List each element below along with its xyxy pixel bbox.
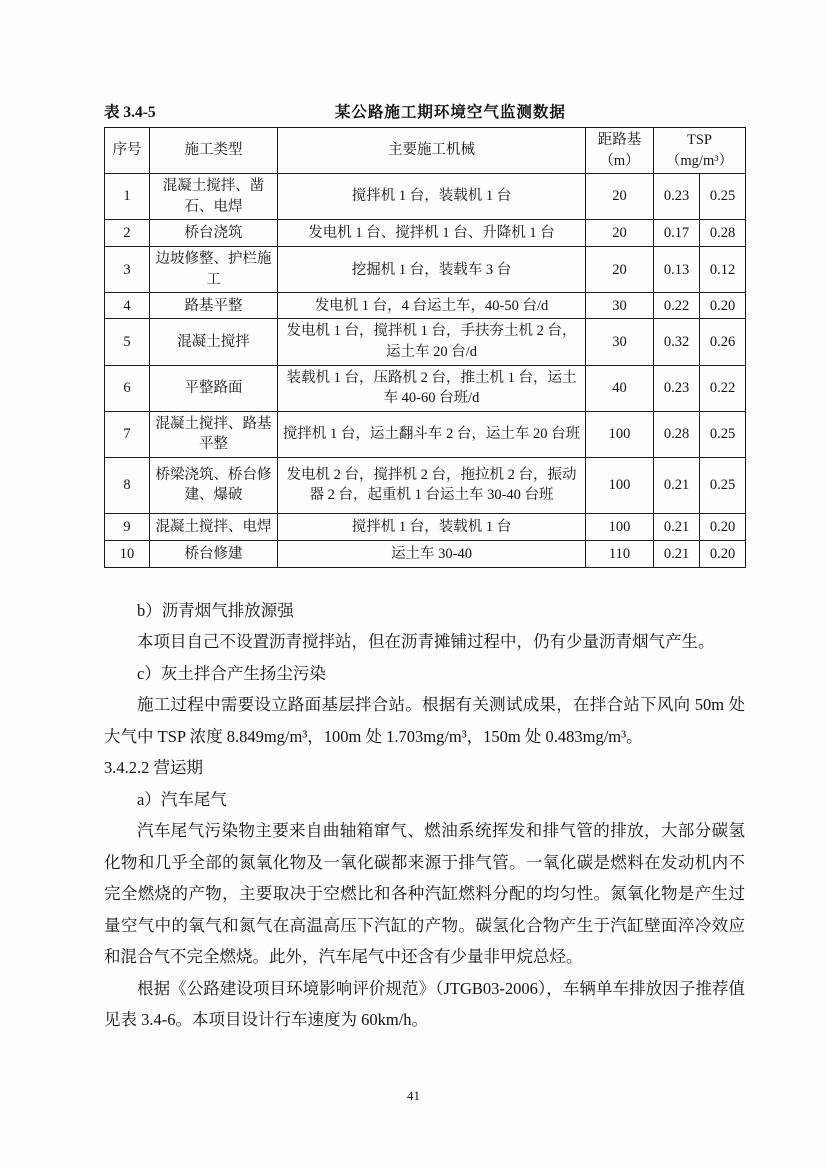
- cell-tsp2: 0.25: [700, 411, 746, 457]
- cell-type: 桥台浇筑: [150, 220, 278, 247]
- cell-serial: 3: [105, 247, 150, 293]
- header-distance: [586, 128, 654, 174]
- table-title: 某公路施工期环境空气监测数据: [334, 104, 566, 121]
- cell-tsp2: 0.26: [700, 319, 746, 365]
- cell-distance: 100: [586, 513, 654, 540]
- paragraph-a-heading: a）汽车尾气: [137, 789, 227, 809]
- cell-distance: 20: [586, 174, 654, 220]
- table-row: [105, 247, 746, 293]
- cell-tsp2: 0.12: [700, 247, 746, 293]
- header-tsp: [654, 128, 746, 174]
- cell-machinery: 搅拌机 1 台，装载机 1 台: [278, 513, 586, 540]
- paragraph-c-heading: c）灰土拌合产生扬尘污染: [137, 663, 326, 683]
- cell-type: 平整路面: [150, 365, 278, 411]
- cell-type: 路基平整: [150, 293, 278, 319]
- cell-tsp1: 0.21: [654, 540, 700, 567]
- cell-tsp1: 0.21: [654, 513, 700, 540]
- cell-tsp1: 0.28: [654, 411, 700, 457]
- header-machinery: 主要施工机械: [278, 128, 586, 174]
- cell-distance: 100: [586, 411, 654, 457]
- cell-serial: 9: [105, 513, 150, 540]
- cell-machinery: 发电机 2 台，搅拌机 2 台，拖拉机 2 台，振动器 2 台，起重机 1 台运土车 30-40 台班: [278, 457, 586, 513]
- cell-machinery: 发电机 1 台，搅拌机 1 台，手扶夯土机 2 台，运土车 20 台/d: [278, 319, 586, 365]
- body-text: [104, 595, 745, 1036]
- page-footer: [0, 1088, 827, 1104]
- page-number: 41: [407, 1088, 420, 1103]
- cell-distance: 100: [586, 457, 654, 513]
- cell-machinery: 运土车 30-40: [278, 540, 586, 567]
- cell-tsp2: 0.20: [700, 513, 746, 540]
- cell-machinery: 发电机 1 台，4 台运土车，40-50 台/d: [278, 293, 586, 319]
- table-row: [105, 174, 746, 220]
- cell-serial: 6: [105, 365, 150, 411]
- cell-serial: 10: [105, 540, 150, 567]
- cell-serial: 1: [105, 174, 150, 220]
- cell-distance: 20: [586, 220, 654, 247]
- cell-tsp1: 0.32: [654, 319, 700, 365]
- cell-machinery: 搅拌机 1 台，装载机 1 台: [278, 174, 586, 220]
- table-row: [105, 293, 746, 319]
- cell-type: 混凝土搅拌、电焊: [150, 513, 278, 540]
- cell-serial: 2: [105, 220, 150, 247]
- cell-tsp2: 0.20: [700, 540, 746, 567]
- cell-distance: 40: [586, 365, 654, 411]
- cell-serial: 5: [105, 319, 150, 365]
- cell-tsp2: 0.25: [700, 174, 746, 220]
- paragraph-b-heading: b）沥青烟气排放源强: [137, 600, 294, 620]
- cell-type: 混凝土搅拌: [150, 319, 278, 365]
- header-tsp-line1: TSP: [687, 132, 712, 148]
- cell-distance: 30: [586, 293, 654, 319]
- header-distance-line1: 距路基: [597, 132, 642, 148]
- cell-tsp1: 0.23: [654, 174, 700, 220]
- cell-tsp1: 0.22: [654, 293, 700, 319]
- cell-machinery: 搅拌机 1 台，运土翻斗车 2 台，运土车 20 台班: [278, 411, 586, 457]
- cell-type: 桥梁浇筑、桥台修建、爆破: [150, 457, 278, 513]
- table-row: [105, 411, 746, 457]
- cell-tsp2: 0.20: [700, 293, 746, 319]
- cell-distance: 110: [586, 540, 654, 567]
- cell-tsp1: 0.23: [654, 365, 700, 411]
- table-row: [105, 540, 746, 567]
- paragraph-b-text: 本项目自己不设置沥青搅拌站，但在沥青摊铺过程中，仍有少量沥青烟气产生。: [137, 632, 715, 652]
- cell-tsp1: 0.13: [654, 247, 700, 293]
- cell-distance: 30: [586, 319, 654, 365]
- cell-tsp2: 0.22: [700, 365, 746, 411]
- cell-tsp2: 0.25: [700, 457, 746, 513]
- cell-machinery: 发电机 1 台、搅拌机 1 台、升降机 1 台: [278, 220, 586, 247]
- paragraph-c-text: 施工过程中需要设立路面基层拌合站。根据有关测试成果，在拌合站下风向 50m 处大气中 TSP 浓度 8.849mg/m³，100m 处 1.703mg/m³，150m 处 0.483mg/m³。: [104, 695, 745, 746]
- cell-serial: 8: [105, 457, 150, 513]
- table-row: [105, 513, 746, 540]
- table-caption: [104, 100, 745, 122]
- table-row: [105, 220, 746, 247]
- header-construction-type: 施工类型: [150, 128, 278, 174]
- cell-tsp1: 0.17: [654, 220, 700, 247]
- header-serial: 序号: [105, 128, 150, 174]
- page-content: [104, 100, 745, 1036]
- cell-serial: 4: [105, 293, 150, 319]
- cell-type: 边坡修整、护栏施工: [150, 247, 278, 293]
- cell-type: 混凝土搅拌、凿石、电焊: [150, 174, 278, 220]
- air-monitoring-table: [104, 127, 746, 568]
- table-row: [105, 457, 746, 513]
- paragraph-standard: 根据《公路建设项目环境影响评价规范》（JTGB03-2006），车辆单车排放因子推荐值见表 3.4-6。本项目设计行车速度为 60km/h。: [104, 978, 745, 1030]
- paragraph-exhaust: 汽车尾气污染物主要来自曲轴箱窜气、燃油系统挥发和排气管的排放，大部分碳氢化物和几乎全部的氮氧化物及一氧化碳都来源于排气管。一氧化碳是燃料在发动机内不完全燃烧的产物，主要取决于空燃比和各种汽缸燃料分配的均匀性。氮氧化物是产生过量空气中的氧气和氮气在高温高压下汽缸的产物。碳氢化合物产生于汽缸壁面淬冷效应和混合气不完全燃烧。此外，汽车尾气中还含有少量非甲烷总烃。: [104, 821, 745, 967]
- cell-machinery: 装载机 1 台，压路机 2 台，推土机 1 台，运土车 40-60 台班/d: [278, 365, 586, 411]
- cell-distance: 20: [586, 247, 654, 293]
- cell-machinery: 挖掘机 1 台，装载车 3 台: [278, 247, 586, 293]
- cell-type: 混凝土搅拌、路基平整: [150, 411, 278, 457]
- header-tsp-line2: （mg/m³）: [665, 152, 734, 169]
- section-heading: 3.4.2.2 营运期: [104, 758, 203, 778]
- header-distance-line2: （m）: [599, 152, 640, 169]
- table-row: [105, 365, 746, 411]
- cell-type: 桥台修建: [150, 540, 278, 567]
- table-header-row: [105, 128, 746, 174]
- cell-serial: 7: [105, 411, 150, 457]
- table-label: 表 3.4-5: [104, 104, 156, 121]
- table-row: [105, 319, 746, 365]
- cell-tsp1: 0.21: [654, 457, 700, 513]
- cell-tsp2: 0.28: [700, 220, 746, 247]
